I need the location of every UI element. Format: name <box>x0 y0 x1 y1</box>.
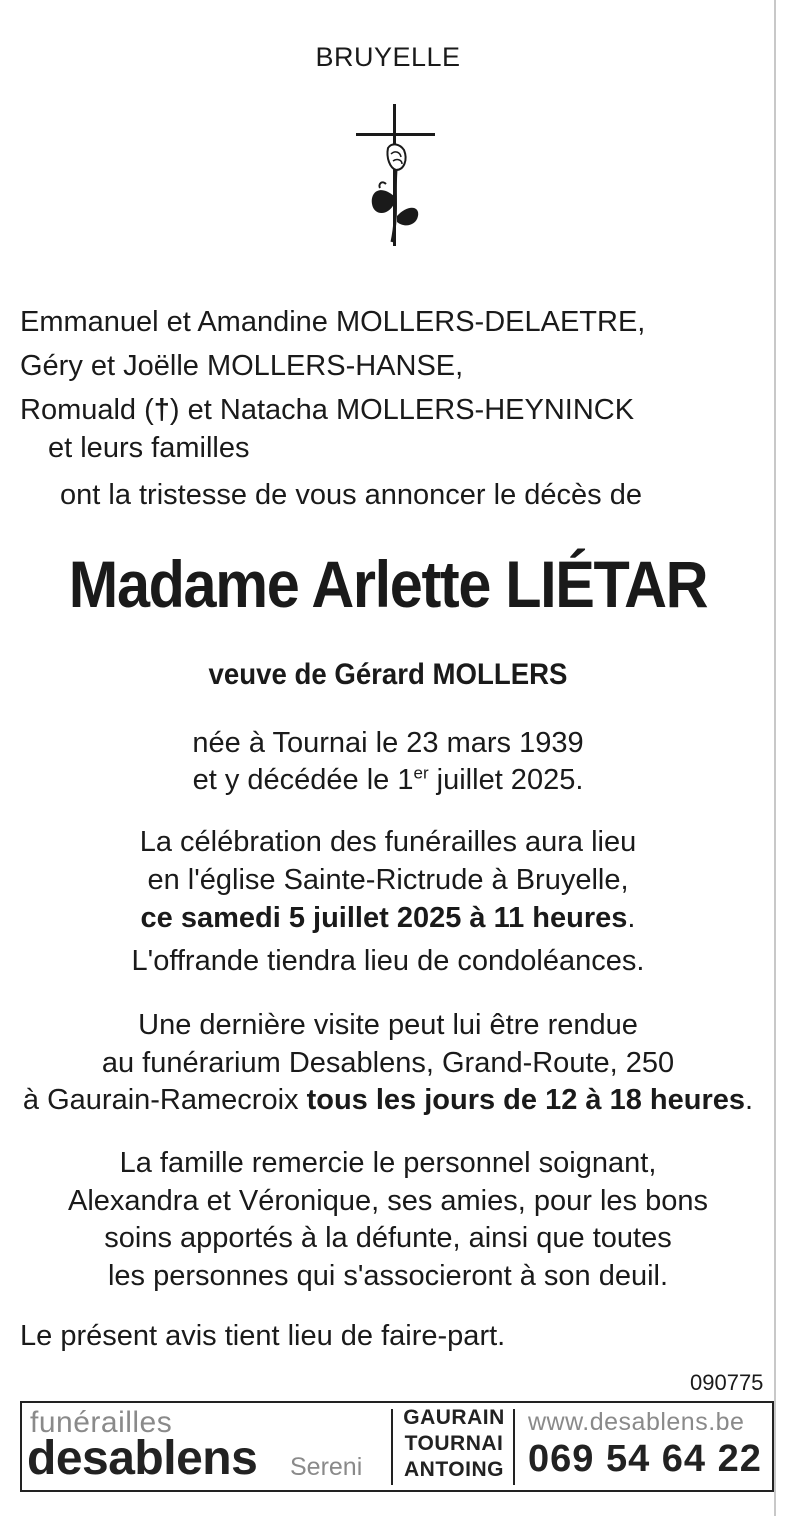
brand-sereni: Sereni <box>290 1453 363 1481</box>
website-link[interactable]: www.desablens.be <box>528 1408 745 1436</box>
offering-note: L'offrande tiendra lieu de condoléances. <box>131 945 645 977</box>
family-line-2: Géry et Joëlle MOLLERS-HANSE, <box>20 350 464 382</box>
cross-with-rose-icon <box>350 104 440 250</box>
city-gaurain: GAURAIN <box>403 1406 505 1429</box>
family-line-4: et leurs familles <box>48 432 250 464</box>
city-antoing: ANTOING <box>404 1458 504 1481</box>
phone-number[interactable]: 069 54 64 22 <box>528 1438 762 1480</box>
brand-desablens: desablens <box>27 1432 258 1485</box>
widow-of: veuve de Gérard MOLLERS <box>208 658 568 691</box>
thanks-line-1: La famille remercie le personnel soignant, <box>119 1147 657 1179</box>
ceremony-line-2: en l'église Sainte-Rictrude à Bruyelle, <box>147 864 629 896</box>
visit-line-3: à Gaurain-Ramecroix tous les jours de 12 à 18 heures. <box>22 1084 754 1116</box>
family-line-3: Romuald (†) et Natacha MOLLERS-HEYNINCK <box>20 394 635 426</box>
locality-heading: BRUYELLE <box>315 42 461 72</box>
thanks-line-4: les personnes qui s'associeront à son deuil. <box>107 1260 669 1292</box>
deceased-name: Madame Arlette LIÉTAR <box>68 547 708 621</box>
visit-line-2: au funérarium Desablens, Grand-Route, 250 <box>101 1047 675 1079</box>
ceremony-date: ce samedi 5 juillet 2025 à 11 heures. <box>140 902 636 934</box>
ceremony-line-1: La célébration des funérailles aura lieu <box>139 826 637 858</box>
announcement: ont la tristesse de vous annoncer le décès de <box>60 479 642 511</box>
visit-line-1: Une dernière visite peut lui être rendue <box>138 1009 638 1041</box>
thanks-line-3: soins apportés à la défunte, ainsi que toutes <box>104 1222 672 1254</box>
thanks-line-2: Alexandra et Véronique, ses amies, pour les bons <box>68 1185 708 1217</box>
birth-info: née à Tournai le 23 mars 1939 <box>192 727 584 759</box>
brand-funerailles: funérailles <box>30 1406 173 1439</box>
city-tournai: TOURNAI <box>404 1432 504 1455</box>
deceased-cross-symbol: † <box>153 394 170 426</box>
banner-divider <box>513 1409 515 1485</box>
death-info: et y décédée le 1er juillet 2025. <box>192 763 584 796</box>
faire-part-notice: Le présent avis tient lieu de faire-part. <box>20 1320 506 1352</box>
banner-divider <box>391 1409 393 1485</box>
family-line-1: Emmanuel et Amandine MOLLERS-DELAETRE, <box>20 306 646 338</box>
reference-number: 090775 <box>690 1370 764 1395</box>
